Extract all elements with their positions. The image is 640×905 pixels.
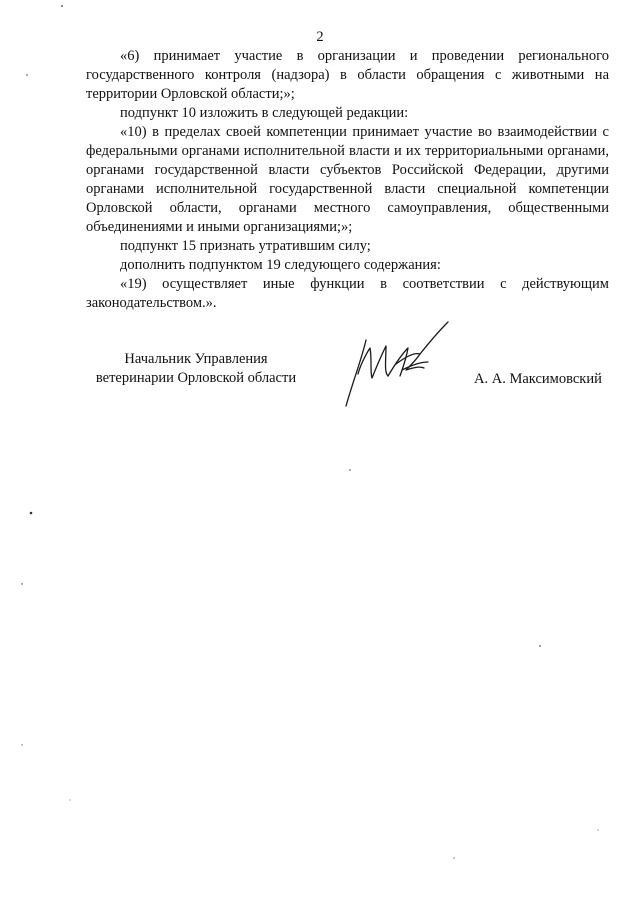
signatory-position-line-2: ветеринарии Орловской области [95, 370, 297, 386]
paragraph-instruction-19: дополнить подпунктом 19 следующего содержания: [120, 257, 441, 273]
signatory-name: А. А. Максимовский [474, 371, 602, 387]
paragraph-item-6: «6) принимает участие в организации и проведении регионального государственного контроля (надзора) в области обращения с животными на территории Орловской области;»; [86, 48, 609, 102]
paragraph-instruction-15: подпункт 15 признать утратившим силу; [120, 238, 371, 254]
paragraph-instruction-10: подпункт 10 изложить в следующей редакции: [120, 105, 409, 121]
paragraph-item-19: «19) осуществляет иные функции в соответствии с действующим законодательством.». [86, 276, 609, 311]
signatory-position-line-1: Начальник Управления [124, 351, 268, 367]
page-number: 2 [316, 29, 324, 45]
paragraph-item-10: «10) в пределах своей компетенции принимает участие во взаимодействии с федеральными органами исполнительной власти и их территориальными органами, органами государственной власти субъектов Российской Федерации, другими органами исполнительной государственной власти специальной компетенции Орловской области, органами местного самоуправления, общественными объединениями и иными организациями;»; [86, 124, 609, 235]
